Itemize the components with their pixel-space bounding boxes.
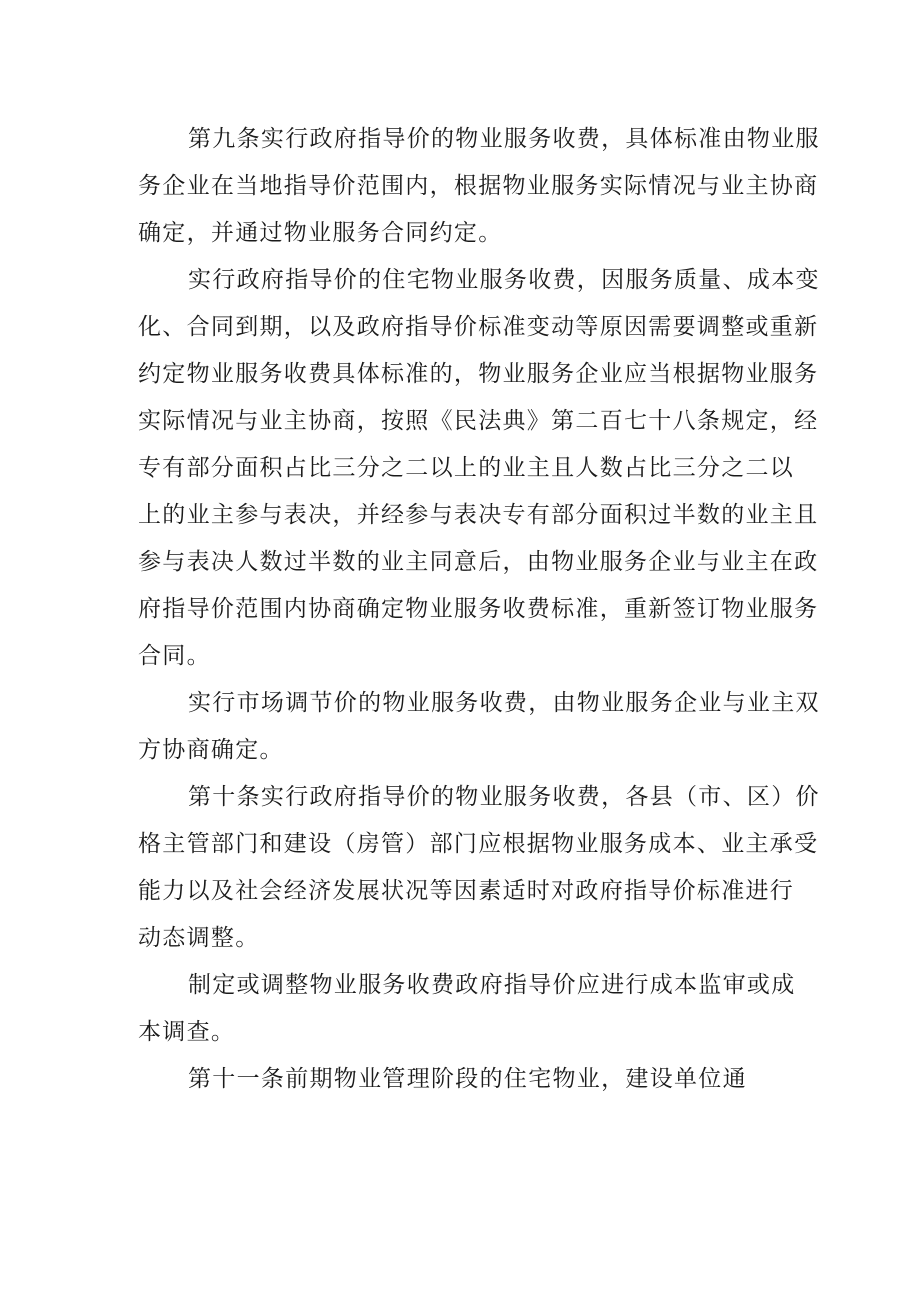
paragraph-market-price [138,680,820,774]
text-line: 第十条实行政府指导价的物业服务收费，各县（市、区）价 [188,784,820,810]
text-line: 实行市场调节价的物业服务收费，由物业服务企业与业主双 [188,690,820,716]
text-line: 化、合同到期，以及政府指导价标准变动等原因需要调整或重新 [138,314,819,340]
text-line: 第九条实行政府指导价的物业服务收费，具体标准由物业服 [188,126,820,152]
text-line: 合同。 [138,643,211,669]
text-line: 方协商确定。 [138,737,284,763]
text-line: 本调查。 [138,1019,236,1045]
text-line: 格主管部门和建设（房管）部门应根据物业服务成本、业主承受 [138,831,819,857]
text-line: 实际情况与业主协商，按照《民法典》第二百七十八条规定，经 [138,408,819,434]
document-body [138,116,820,1103]
text-line: 上的业主参与表决，并经参与表决专有部分面积过半数的业主且 [138,502,819,528]
text-line: 动态调整。 [138,925,260,951]
text-line: 务企业在当地指导价范围内，根据物业服务实际情况与业主协商 [138,173,819,199]
text-line: 约定物业服务收费具体标准的，物业服务企业应当根据物业服务 [138,361,819,387]
paragraph-article-9 [138,116,820,257]
text-line: 确定，并通过物业服务合同约定。 [138,220,503,246]
text-line: 府指导价范围内协商确定物业服务收费标准，重新签订物业服务 [138,596,819,622]
paragraph-residential-fee-adjustment [138,257,820,680]
text-line: 专有部分面积占比三分之二以上的业主且人数占比三分之二以 [138,455,795,481]
text-line: 参与表决人数过半数的业主同意后，由物业服务企业与业主在政 [138,549,819,575]
text-line: 第十一条前期物业管理阶段的住宅物业，建设单位通 [188,1066,747,1092]
text-line: 实行政府指导价的住宅物业服务收费，因服务质量、成本变 [188,267,820,293]
paragraph-article-11 [138,1056,788,1103]
paragraph-article-10 [138,774,820,962]
text-line: 能力以及社会经济发展状况等因素适时对政府指导价标准进行 [138,878,795,904]
paragraph-cost-audit [138,962,796,1056]
text-line: 制定或调整物业服务收费政府指导价应进行成本监审或成 [188,972,796,998]
